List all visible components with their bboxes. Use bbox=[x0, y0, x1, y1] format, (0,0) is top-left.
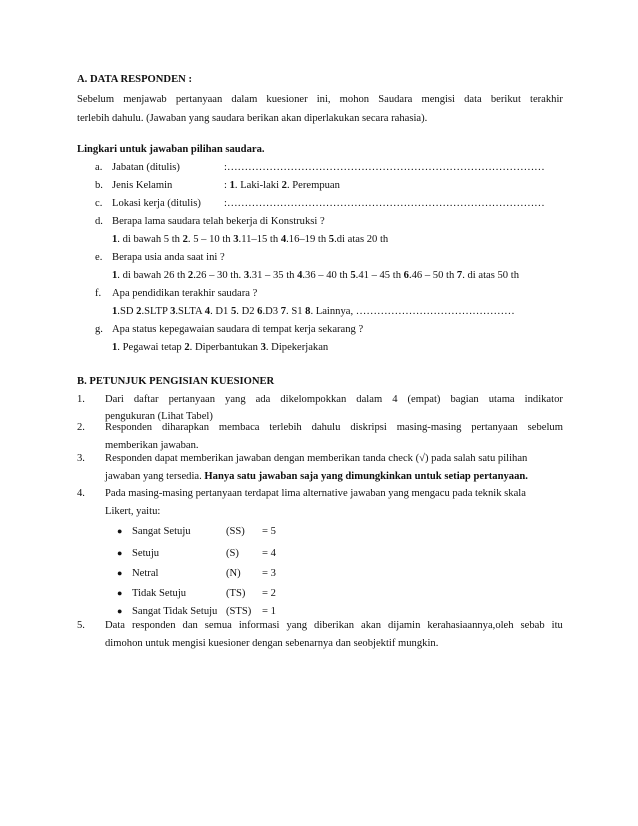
word: utama bbox=[488, 394, 515, 405]
instruction-line-2: dimohon untuk mengisi kuesioner dengan sebenarnya dan seobjektif mungkin. bbox=[105, 638, 439, 649]
option-text: .41 – 45 th bbox=[355, 270, 404, 281]
item-value-dots: :……………………………………………………………………………… bbox=[224, 198, 545, 209]
option-number: 1 bbox=[112, 306, 118, 317]
option-number: 5 bbox=[350, 270, 356, 281]
word: 4 bbox=[392, 394, 398, 405]
instruction-number: 5. bbox=[77, 620, 85, 631]
option-number: 2 bbox=[182, 234, 188, 245]
prefix: : bbox=[224, 180, 230, 191]
word: diharapkan bbox=[161, 422, 210, 433]
option-number: 2 bbox=[184, 342, 190, 353]
option-number: 4 bbox=[280, 234, 287, 245]
option-number: 7 bbox=[280, 306, 287, 317]
option-number: 1 bbox=[112, 342, 118, 353]
instruction-line-1 bbox=[105, 393, 563, 406]
instruction-line-2 bbox=[105, 470, 528, 483]
scale-value: = 4 bbox=[262, 548, 276, 559]
scale-label: Tidak Setuju bbox=[132, 588, 187, 599]
option-number: 1 bbox=[112, 270, 118, 281]
option-text: .SD bbox=[117, 306, 137, 317]
option-number: 6 bbox=[403, 270, 409, 281]
item-letter: f. bbox=[95, 288, 102, 299]
instruction-number: 4. bbox=[77, 488, 85, 499]
word: kuesioner bbox=[266, 94, 308, 105]
word: dijamin bbox=[388, 620, 421, 631]
word: mohon bbox=[339, 94, 370, 105]
word: Data bbox=[105, 620, 125, 631]
item-label: Apa status kepegawaian saudara di tempat kerja sekarang ? bbox=[112, 324, 364, 335]
item-letter: a. bbox=[95, 162, 103, 173]
word: yang bbox=[225, 394, 246, 405]
scale-label: Sangat Tidak Setuju bbox=[132, 606, 218, 617]
word: dalam bbox=[356, 394, 383, 405]
item-letter: b. bbox=[95, 180, 103, 191]
option-number: 4 bbox=[297, 270, 303, 281]
word: sebelum bbox=[527, 422, 563, 433]
option-text: .11–15 th bbox=[238, 234, 281, 245]
option-text: .31 – 35 th bbox=[249, 270, 298, 281]
word: responden bbox=[131, 620, 176, 631]
option-text: . Lainnya, ……………………………………… bbox=[310, 306, 515, 317]
item-options bbox=[112, 269, 519, 282]
scale-value: = 2 bbox=[262, 588, 276, 599]
item-letter: e. bbox=[95, 252, 103, 263]
instruction-number: 1. bbox=[77, 394, 85, 405]
option-number: 8 bbox=[305, 306, 311, 317]
option-text: . D1 bbox=[210, 306, 231, 317]
section-b-heading: B. PETUNJUK PENGISIAN KUESIONER bbox=[77, 376, 275, 387]
option-number: 6 bbox=[257, 306, 263, 317]
option-text: . di bawah 26 th bbox=[117, 270, 188, 281]
word: terlebih bbox=[269, 422, 302, 433]
word: Saudara bbox=[378, 94, 413, 105]
word: informasi bbox=[238, 620, 280, 631]
item-label: Jabatan (ditulis) bbox=[112, 162, 180, 173]
option-number: 2 bbox=[136, 306, 142, 317]
option-text: . D2 bbox=[236, 306, 258, 317]
bullet-icon: ● bbox=[117, 526, 123, 536]
word: yang bbox=[286, 620, 308, 631]
section-a-heading: A. DATA RESPONDEN : bbox=[77, 74, 192, 85]
option-text: . Pegawai tetap bbox=[117, 342, 185, 353]
word: Dari bbox=[105, 394, 124, 405]
option-text: . S1 bbox=[286, 306, 306, 317]
scale-label: Setuju bbox=[132, 548, 160, 559]
intro-line-1 bbox=[77, 93, 563, 106]
option-text: . di atas 50 th bbox=[462, 270, 519, 281]
word: terakhir bbox=[530, 94, 563, 105]
scale-code: (TS) bbox=[226, 588, 246, 599]
word: kerahasiaannya,oleh bbox=[427, 620, 514, 631]
word: semua bbox=[204, 620, 232, 631]
word: dalam bbox=[231, 94, 258, 105]
option-text: .26 – 30 th. bbox=[193, 270, 244, 281]
word: diskripsi bbox=[350, 422, 387, 433]
scale-label: Sangat Setuju bbox=[132, 526, 191, 537]
word: data bbox=[464, 94, 482, 105]
option-number: 2 bbox=[187, 270, 194, 281]
word: pertanyaan bbox=[175, 94, 223, 105]
word: dikelompokkan bbox=[280, 394, 347, 405]
option-number: 1 bbox=[112, 234, 118, 245]
option-text: . Dipekerjakan bbox=[265, 342, 329, 353]
option-text: . Perempuan bbox=[286, 180, 340, 191]
option-text: . Diperbantukan bbox=[189, 342, 261, 353]
word: berikut bbox=[490, 94, 521, 105]
option-number: 5 bbox=[328, 234, 335, 245]
instruction-line-2: Likert, yaitu: bbox=[105, 506, 161, 517]
item-label: Berapa usia anda saat ini ? bbox=[112, 252, 225, 263]
scale-code: (N) bbox=[226, 568, 241, 579]
word: Sebelum bbox=[77, 94, 115, 105]
instruction-number: 2. bbox=[77, 422, 85, 433]
scale-value: = 5 bbox=[262, 526, 276, 537]
option-number: 1 bbox=[229, 180, 235, 191]
scale-value: = 1 bbox=[262, 606, 276, 617]
word: membaca bbox=[218, 422, 260, 433]
option-number: 3 bbox=[243, 270, 250, 281]
word: indikator bbox=[524, 394, 563, 405]
word: ini, bbox=[316, 94, 331, 105]
option-text: .SLTA bbox=[175, 306, 205, 317]
word: dahulu bbox=[311, 422, 341, 433]
scale-code: (SS) bbox=[226, 526, 245, 537]
word: ada bbox=[255, 394, 271, 405]
instruction-line-1 bbox=[105, 421, 563, 434]
item-options bbox=[112, 305, 515, 318]
item-letter: d. bbox=[95, 216, 103, 227]
option-text: .D3 bbox=[262, 306, 281, 317]
option-text: .46 – 50 th bbox=[408, 270, 457, 281]
option-number: 3 bbox=[260, 342, 266, 353]
word: masing-masing bbox=[396, 422, 462, 433]
instruction: Lingkari untuk jawaban pilihan saudara. bbox=[77, 144, 265, 155]
instruction-line-1 bbox=[105, 619, 563, 632]
instruction-line-2: pengukuran (Lihat Tabel) bbox=[105, 411, 213, 422]
word: menjawab bbox=[123, 94, 167, 105]
word: pertanyaan bbox=[168, 394, 216, 405]
word: bagian bbox=[450, 394, 479, 405]
item-letter: g. bbox=[95, 324, 103, 335]
option-text: .36 – 40 th bbox=[302, 270, 351, 281]
scale-label: Netral bbox=[132, 568, 159, 579]
option-text: .16–19 th bbox=[286, 234, 329, 245]
option-text: .SLTP bbox=[141, 306, 171, 317]
item-label: Apa pendidikan terakhir saudara ? bbox=[112, 288, 258, 299]
item-options bbox=[112, 233, 388, 246]
option-text: . 5 – 10 th bbox=[187, 234, 234, 245]
bullet-icon: ● bbox=[117, 588, 123, 598]
word: (empat) bbox=[407, 394, 441, 405]
bullet-icon: ● bbox=[117, 606, 123, 616]
instruction-line-1: Responden dapat memberikan jawaban dengan memberikan tanda check (√) pada salah satu pilihan bbox=[105, 453, 528, 464]
word: sebab bbox=[520, 620, 545, 631]
word: itu bbox=[551, 620, 563, 631]
item-gender-options bbox=[224, 179, 340, 192]
scale-code: (S) bbox=[226, 548, 239, 559]
emphasis-text: Hanya satu jawaban saja yang dimungkinkan untuk setiap pertanyaan. bbox=[204, 471, 528, 482]
option-number: 3 bbox=[233, 234, 239, 245]
scale-code: (STS) bbox=[226, 606, 252, 617]
word: diberikan bbox=[314, 620, 355, 631]
bullet-icon: ● bbox=[117, 548, 123, 558]
text: jawaban yang tersedia. bbox=[105, 471, 205, 482]
option-number: 3 bbox=[170, 306, 176, 317]
option-number: 4 bbox=[204, 306, 211, 317]
item-label: Lokasi kerja (ditulis) bbox=[112, 198, 201, 209]
bullet-icon: ● bbox=[117, 568, 123, 578]
scale-value: = 3 bbox=[262, 568, 276, 579]
option-text: . Laki-laki bbox=[234, 180, 282, 191]
item-options bbox=[112, 341, 328, 354]
option-number: 2 bbox=[281, 180, 287, 191]
option-text: .di atas 20 th bbox=[334, 234, 389, 245]
instruction-line-2: memberikan jawaban. bbox=[105, 440, 199, 451]
word: Responden bbox=[105, 422, 153, 433]
intro-line-2: terlebih dahulu. (Jawaban yang saudara berikan akan diperlakukan secara rahasia). bbox=[77, 113, 428, 124]
item-label: Berapa lama saudara telah bekerja di Konstruksi ? bbox=[112, 216, 325, 227]
instruction-line-1: Pada masing-masing pertanyaan terdapat lima alternative jawaban yang mengacu pada teknik skala bbox=[105, 488, 526, 499]
word: dan bbox=[182, 620, 198, 631]
item-label: Jenis Kelamin bbox=[112, 180, 173, 191]
option-number: 5 bbox=[230, 306, 237, 317]
option-text: . di bawah 5 th bbox=[117, 234, 183, 245]
item-value-dots: :……………………………………………………………………………… bbox=[224, 162, 545, 173]
instruction-number: 3. bbox=[77, 453, 85, 464]
word: mengisi bbox=[421, 94, 455, 105]
option-number: 7 bbox=[456, 270, 463, 281]
word: pertanyaan bbox=[471, 422, 518, 433]
word: akan bbox=[361, 620, 382, 631]
word: daftar bbox=[133, 394, 159, 405]
item-letter: c. bbox=[95, 198, 103, 209]
